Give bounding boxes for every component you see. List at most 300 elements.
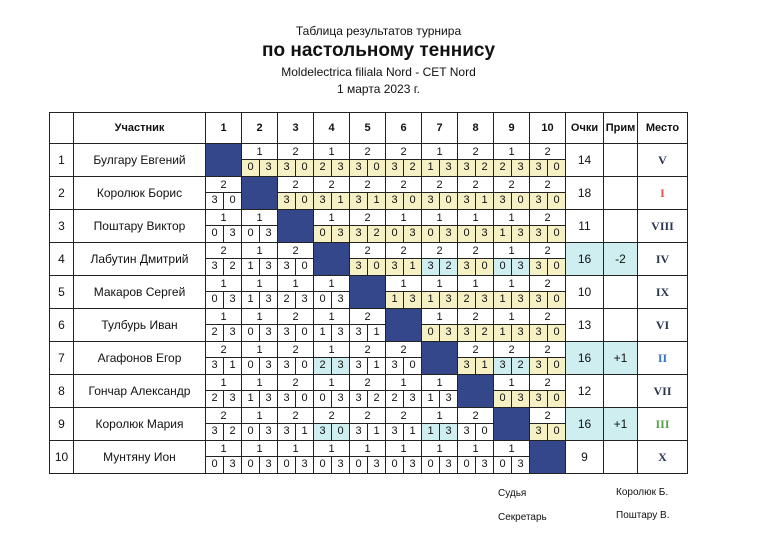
- sets-won: 0: [350, 457, 368, 473]
- sets-won: 1: [422, 292, 440, 308]
- points-cell: 14: [566, 144, 604, 177]
- match-cell: [494, 309, 530, 342]
- match-points: 2: [364, 377, 371, 389]
- diagonal-cell: [314, 243, 350, 276]
- match-cell: [242, 210, 278, 243]
- match-points: 1: [400, 377, 407, 389]
- sets-lost: 0: [481, 425, 488, 437]
- match-cell: [386, 375, 422, 408]
- match-cell: [314, 342, 350, 375]
- match-cell: [314, 276, 350, 309]
- set-score: [278, 324, 313, 341]
- sets-won: 0: [242, 424, 260, 440]
- match-points: 1: [508, 443, 515, 455]
- match-points: 1: [220, 311, 227, 323]
- sets-won: 0: [206, 457, 224, 473]
- sets-lost: 3: [445, 227, 452, 239]
- set-score: [458, 291, 493, 308]
- match-points: 2: [544, 344, 551, 356]
- sets-lost: 3: [445, 161, 452, 173]
- sets-lost: 1: [301, 425, 308, 437]
- sets-lost: 3: [481, 227, 488, 239]
- match-points: 1: [400, 278, 407, 290]
- match-cell: [422, 210, 458, 243]
- place-cell: III: [638, 408, 688, 441]
- match-cell: [278, 144, 314, 177]
- match-cell: [206, 342, 242, 375]
- match-cell: [422, 441, 458, 474]
- sets-lost: 3: [337, 359, 344, 371]
- match-points: 2: [508, 179, 515, 191]
- match-cell: [242, 441, 278, 474]
- match-cell: [206, 276, 242, 309]
- match-points: 1: [328, 212, 335, 224]
- set-score: [530, 291, 565, 308]
- sets-lost: 0: [553, 326, 560, 338]
- sets-lost: 0: [553, 392, 560, 404]
- set-score: [206, 225, 241, 242]
- match-points: 1: [472, 443, 479, 455]
- match-cell: [530, 144, 566, 177]
- judge-label: Судья: [498, 488, 527, 499]
- player-name: Лабутин Дмитрий: [74, 243, 206, 276]
- match-points: 2: [472, 344, 479, 356]
- match-cell: [314, 375, 350, 408]
- sets-lost: 1: [337, 194, 344, 206]
- sets-lost: 3: [337, 227, 344, 239]
- match-cell: [278, 177, 314, 210]
- match-points: 2: [364, 245, 371, 257]
- row-number: 1: [50, 144, 74, 177]
- sets-lost: 2: [481, 161, 488, 173]
- match-cell: [314, 177, 350, 210]
- set-score: [206, 390, 241, 407]
- sets-won: 3: [458, 259, 476, 275]
- match-points: 1: [256, 245, 263, 257]
- sets-lost: 0: [481, 260, 488, 272]
- diagonal-cell: [386, 309, 422, 342]
- table-row: [50, 144, 688, 177]
- match-cell: [386, 441, 422, 474]
- sets-won: 3: [206, 259, 224, 275]
- sets-lost: 0: [553, 359, 560, 371]
- sets-won: 3: [278, 391, 296, 407]
- sets-won: 0: [242, 358, 260, 374]
- match-cell: [278, 309, 314, 342]
- match-cell: [242, 408, 278, 441]
- header-participant: Участник: [74, 113, 206, 144]
- set-score: [242, 357, 277, 374]
- sets-won: 1: [494, 292, 512, 308]
- sets-won: 3: [350, 391, 368, 407]
- note-cell: [604, 144, 638, 177]
- sets-lost: 3: [337, 161, 344, 173]
- place-cell: VII: [638, 375, 688, 408]
- set-score: [386, 192, 421, 209]
- set-score: [386, 159, 421, 176]
- note-cell: [604, 177, 638, 210]
- table-row: [50, 342, 688, 375]
- header-sport: по настольному теннису: [261, 40, 496, 61]
- row-number: 2: [50, 177, 74, 210]
- match-points: 1: [256, 410, 263, 422]
- match-points: 1: [256, 443, 263, 455]
- match-cell: [458, 210, 494, 243]
- sets-lost: 0: [553, 260, 560, 272]
- match-cell: [458, 408, 494, 441]
- set-score: [494, 159, 529, 176]
- match-cell: [314, 210, 350, 243]
- sets-won: 3: [386, 424, 404, 440]
- sets-lost: 0: [301, 161, 308, 173]
- sets-lost: 3: [229, 293, 236, 305]
- match-points: 2: [400, 410, 407, 422]
- sets-won: 3: [458, 193, 476, 209]
- match-cell: [206, 309, 242, 342]
- sets-won: 0: [386, 457, 404, 473]
- set-score: [422, 225, 457, 242]
- sets-lost: 3: [445, 458, 452, 470]
- sets-won: 2: [206, 391, 224, 407]
- place-cell: IX: [638, 276, 688, 309]
- sets-lost: 0: [301, 326, 308, 338]
- match-points: 2: [364, 344, 371, 356]
- sets-lost: 3: [229, 227, 236, 239]
- set-score: [458, 324, 493, 341]
- set-score: [350, 423, 385, 440]
- set-score: [242, 324, 277, 341]
- player-name: Булгару Евгений: [74, 144, 206, 177]
- match-cell: [494, 177, 530, 210]
- sets-won: 3: [458, 325, 476, 341]
- sets-won: 3: [458, 358, 476, 374]
- match-points: 2: [436, 245, 443, 257]
- match-cell: [386, 276, 422, 309]
- sets-lost: 2: [517, 359, 524, 371]
- match-points: 2: [544, 410, 551, 422]
- match-points: 2: [220, 410, 227, 422]
- sets-won: 1: [422, 160, 440, 176]
- match-points: 1: [364, 443, 371, 455]
- set-score: [386, 357, 421, 374]
- match-cell: [386, 342, 422, 375]
- sets-won: 3: [530, 226, 548, 242]
- match-points: 1: [328, 311, 335, 323]
- set-score: [350, 456, 385, 473]
- diagonal-cell: [350, 276, 386, 309]
- match-points: 2: [400, 179, 407, 191]
- diagonal-cell: [458, 375, 494, 408]
- header-opponent-10: 10: [530, 113, 566, 144]
- match-points: 1: [436, 278, 443, 290]
- diagonal-cell: [494, 408, 530, 441]
- match-points: 2: [364, 311, 371, 323]
- sets-lost: 3: [481, 458, 488, 470]
- match-cell: [278, 441, 314, 474]
- set-score: [350, 159, 385, 176]
- sets-lost: 0: [445, 194, 452, 206]
- sets-lost: 3: [337, 392, 344, 404]
- sets-won: 0: [422, 457, 440, 473]
- set-score: [494, 357, 529, 374]
- results-table: [49, 112, 688, 474]
- sets-lost: 3: [301, 458, 308, 470]
- sets-won: 3: [494, 193, 512, 209]
- set-score: [278, 258, 313, 275]
- set-score: [422, 258, 457, 275]
- sets-lost: 3: [337, 458, 344, 470]
- set-score: [314, 159, 349, 176]
- match-points: 1: [256, 344, 263, 356]
- match-cell: [386, 243, 422, 276]
- sets-lost: 3: [265, 227, 272, 239]
- set-score: [422, 192, 457, 209]
- match-points: 2: [508, 344, 515, 356]
- sets-won: 3: [494, 358, 512, 374]
- match-cell: [494, 441, 530, 474]
- set-score: [458, 192, 493, 209]
- sets-won: 0: [278, 457, 296, 473]
- sets-lost: 3: [373, 458, 380, 470]
- match-points: 1: [328, 377, 335, 389]
- sets-lost: 3: [229, 458, 236, 470]
- match-points: 2: [328, 410, 335, 422]
- match-cell: [206, 243, 242, 276]
- match-cell: [278, 243, 314, 276]
- diagonal-cell: [206, 144, 242, 177]
- player-name: Королюк Борис: [74, 177, 206, 210]
- match-cell: [494, 375, 530, 408]
- sets-won: 3: [386, 358, 404, 374]
- match-cell: [530, 375, 566, 408]
- header-opponent-7: 7: [422, 113, 458, 144]
- sets-lost: 1: [373, 194, 380, 206]
- set-score: [350, 324, 385, 341]
- row-number: 9: [50, 408, 74, 441]
- table-row: [50, 441, 688, 474]
- points-cell: 16: [566, 342, 604, 375]
- sets-won: 3: [530, 358, 548, 374]
- player-name: Гончар Александр: [74, 375, 206, 408]
- match-points: 2: [544, 212, 551, 224]
- row-number: 10: [50, 441, 74, 474]
- match-points: 2: [364, 212, 371, 224]
- match-cell: [206, 210, 242, 243]
- match-points: 2: [544, 377, 551, 389]
- match-cell: [422, 408, 458, 441]
- match-points: 1: [508, 377, 515, 389]
- sets-lost: 0: [553, 425, 560, 437]
- set-score: [494, 258, 529, 275]
- sets-lost: 1: [409, 260, 416, 272]
- sets-won: 3: [386, 160, 404, 176]
- match-cell: [422, 177, 458, 210]
- match-points: 1: [292, 278, 299, 290]
- match-points: 2: [292, 377, 299, 389]
- match-points: 2: [544, 278, 551, 290]
- sets-won: 0: [242, 160, 260, 176]
- sets-won: 3: [350, 358, 368, 374]
- match-cell: [350, 342, 386, 375]
- match-cell: [386, 210, 422, 243]
- points-cell: 10: [566, 276, 604, 309]
- set-score: [422, 456, 457, 473]
- table-header-row: [50, 113, 688, 144]
- set-score: [422, 390, 457, 407]
- sets-won: 0: [422, 325, 440, 341]
- sets-won: 3: [278, 259, 296, 275]
- note-cell: [604, 441, 638, 474]
- match-points: 2: [292, 344, 299, 356]
- match-cell: [530, 342, 566, 375]
- sets-won: 0: [386, 226, 404, 242]
- match-cell: [350, 177, 386, 210]
- sets-lost: 3: [517, 260, 524, 272]
- match-cell: [278, 375, 314, 408]
- match-points: 1: [436, 212, 443, 224]
- set-score: [530, 390, 565, 407]
- sets-won: 3: [530, 259, 548, 275]
- table-row: [50, 210, 688, 243]
- match-points: 2: [472, 245, 479, 257]
- match-points: 1: [256, 278, 263, 290]
- match-cell: [206, 408, 242, 441]
- set-score: [206, 324, 241, 341]
- set-score: [206, 291, 241, 308]
- place-cell: VI: [638, 309, 688, 342]
- match-cell: [530, 276, 566, 309]
- note-cell: +1: [604, 408, 638, 441]
- match-cell: [386, 177, 422, 210]
- set-score: [314, 225, 349, 242]
- header-date: 1 марта 2023 г.: [337, 82, 420, 96]
- set-score: [386, 390, 421, 407]
- match-cell: [530, 177, 566, 210]
- sets-won: 0: [206, 292, 224, 308]
- match-points: 1: [328, 443, 335, 455]
- row-number: 3: [50, 210, 74, 243]
- match-points: 2: [220, 179, 227, 191]
- set-score: [206, 258, 241, 275]
- set-score: [530, 225, 565, 242]
- header-opponent-4: 4: [314, 113, 350, 144]
- diagonal-cell: [422, 342, 458, 375]
- sets-lost: 2: [373, 392, 380, 404]
- header-opponent-8: 8: [458, 113, 494, 144]
- match-cell: [314, 309, 350, 342]
- sets-won: 3: [278, 325, 296, 341]
- match-cell: [350, 210, 386, 243]
- sets-lost: 3: [301, 293, 308, 305]
- set-score: [314, 456, 349, 473]
- sets-lost: 1: [481, 194, 488, 206]
- table-row: [50, 408, 688, 441]
- sets-won: 2: [206, 325, 224, 341]
- sets-lost: 3: [265, 326, 272, 338]
- match-points: 2: [436, 179, 443, 191]
- sets-won: 0: [242, 457, 260, 473]
- sets-lost: 2: [409, 161, 416, 173]
- match-points: 1: [508, 146, 515, 158]
- set-score: [530, 423, 565, 440]
- set-score: [278, 423, 313, 440]
- sets-won: 3: [314, 193, 332, 209]
- points-cell: 18: [566, 177, 604, 210]
- diagonal-cell: [530, 441, 566, 474]
- set-score: [314, 390, 349, 407]
- sets-lost: 3: [481, 293, 488, 305]
- sets-lost: 1: [409, 425, 416, 437]
- points-cell: 11: [566, 210, 604, 243]
- match-cell: [386, 408, 422, 441]
- header-place: Место: [638, 113, 688, 144]
- match-cell: [530, 408, 566, 441]
- row-number: 5: [50, 276, 74, 309]
- sets-lost: 3: [409, 227, 416, 239]
- match-cell: [350, 243, 386, 276]
- set-score: [242, 159, 277, 176]
- note-cell: [604, 276, 638, 309]
- sets-lost: 1: [373, 326, 380, 338]
- set-score: [494, 192, 529, 209]
- sets-lost: 3: [445, 326, 452, 338]
- match-points: 2: [292, 146, 299, 158]
- sets-won: 3: [350, 226, 368, 242]
- set-score: [206, 423, 241, 440]
- sets-lost: 1: [373, 425, 380, 437]
- player-name: Поштару Виктор: [74, 210, 206, 243]
- sets-won: 3: [458, 160, 476, 176]
- sets-won: 0: [314, 226, 332, 242]
- sets-won: 3: [350, 424, 368, 440]
- sets-won: 0: [242, 325, 260, 341]
- set-score: [494, 324, 529, 341]
- match-cell: [242, 243, 278, 276]
- header-organization: Moldelectrica filiala Nord - CET Nord: [281, 65, 476, 79]
- set-score: [278, 390, 313, 407]
- table-row: [50, 276, 688, 309]
- match-points: 1: [436, 443, 443, 455]
- match-cell: [242, 309, 278, 342]
- set-score: [278, 192, 313, 209]
- place-cell: X: [638, 441, 688, 474]
- match-cell: [206, 375, 242, 408]
- player-name: Тулбурь Иван: [74, 309, 206, 342]
- sets-lost: 0: [301, 392, 308, 404]
- set-score: [242, 423, 277, 440]
- match-points: 1: [508, 212, 515, 224]
- sets-lost: 2: [229, 425, 236, 437]
- sets-won: 3: [530, 160, 548, 176]
- set-score: [278, 291, 313, 308]
- match-cell: [206, 441, 242, 474]
- set-score: [314, 324, 349, 341]
- sets-won: 1: [242, 292, 260, 308]
- match-points: 1: [328, 278, 335, 290]
- sets-won: 0: [242, 226, 260, 242]
- match-cell: [386, 144, 422, 177]
- match-points: 1: [328, 344, 335, 356]
- match-cell: [530, 309, 566, 342]
- sets-won: 3: [206, 424, 224, 440]
- sets-lost: 3: [517, 392, 524, 404]
- sets-lost: 3: [337, 326, 344, 338]
- sets-won: 3: [350, 325, 368, 341]
- header-opponent-1: 1: [206, 113, 242, 144]
- match-cell: [242, 375, 278, 408]
- sets-won: 3: [278, 193, 296, 209]
- sets-won: 3: [278, 160, 296, 176]
